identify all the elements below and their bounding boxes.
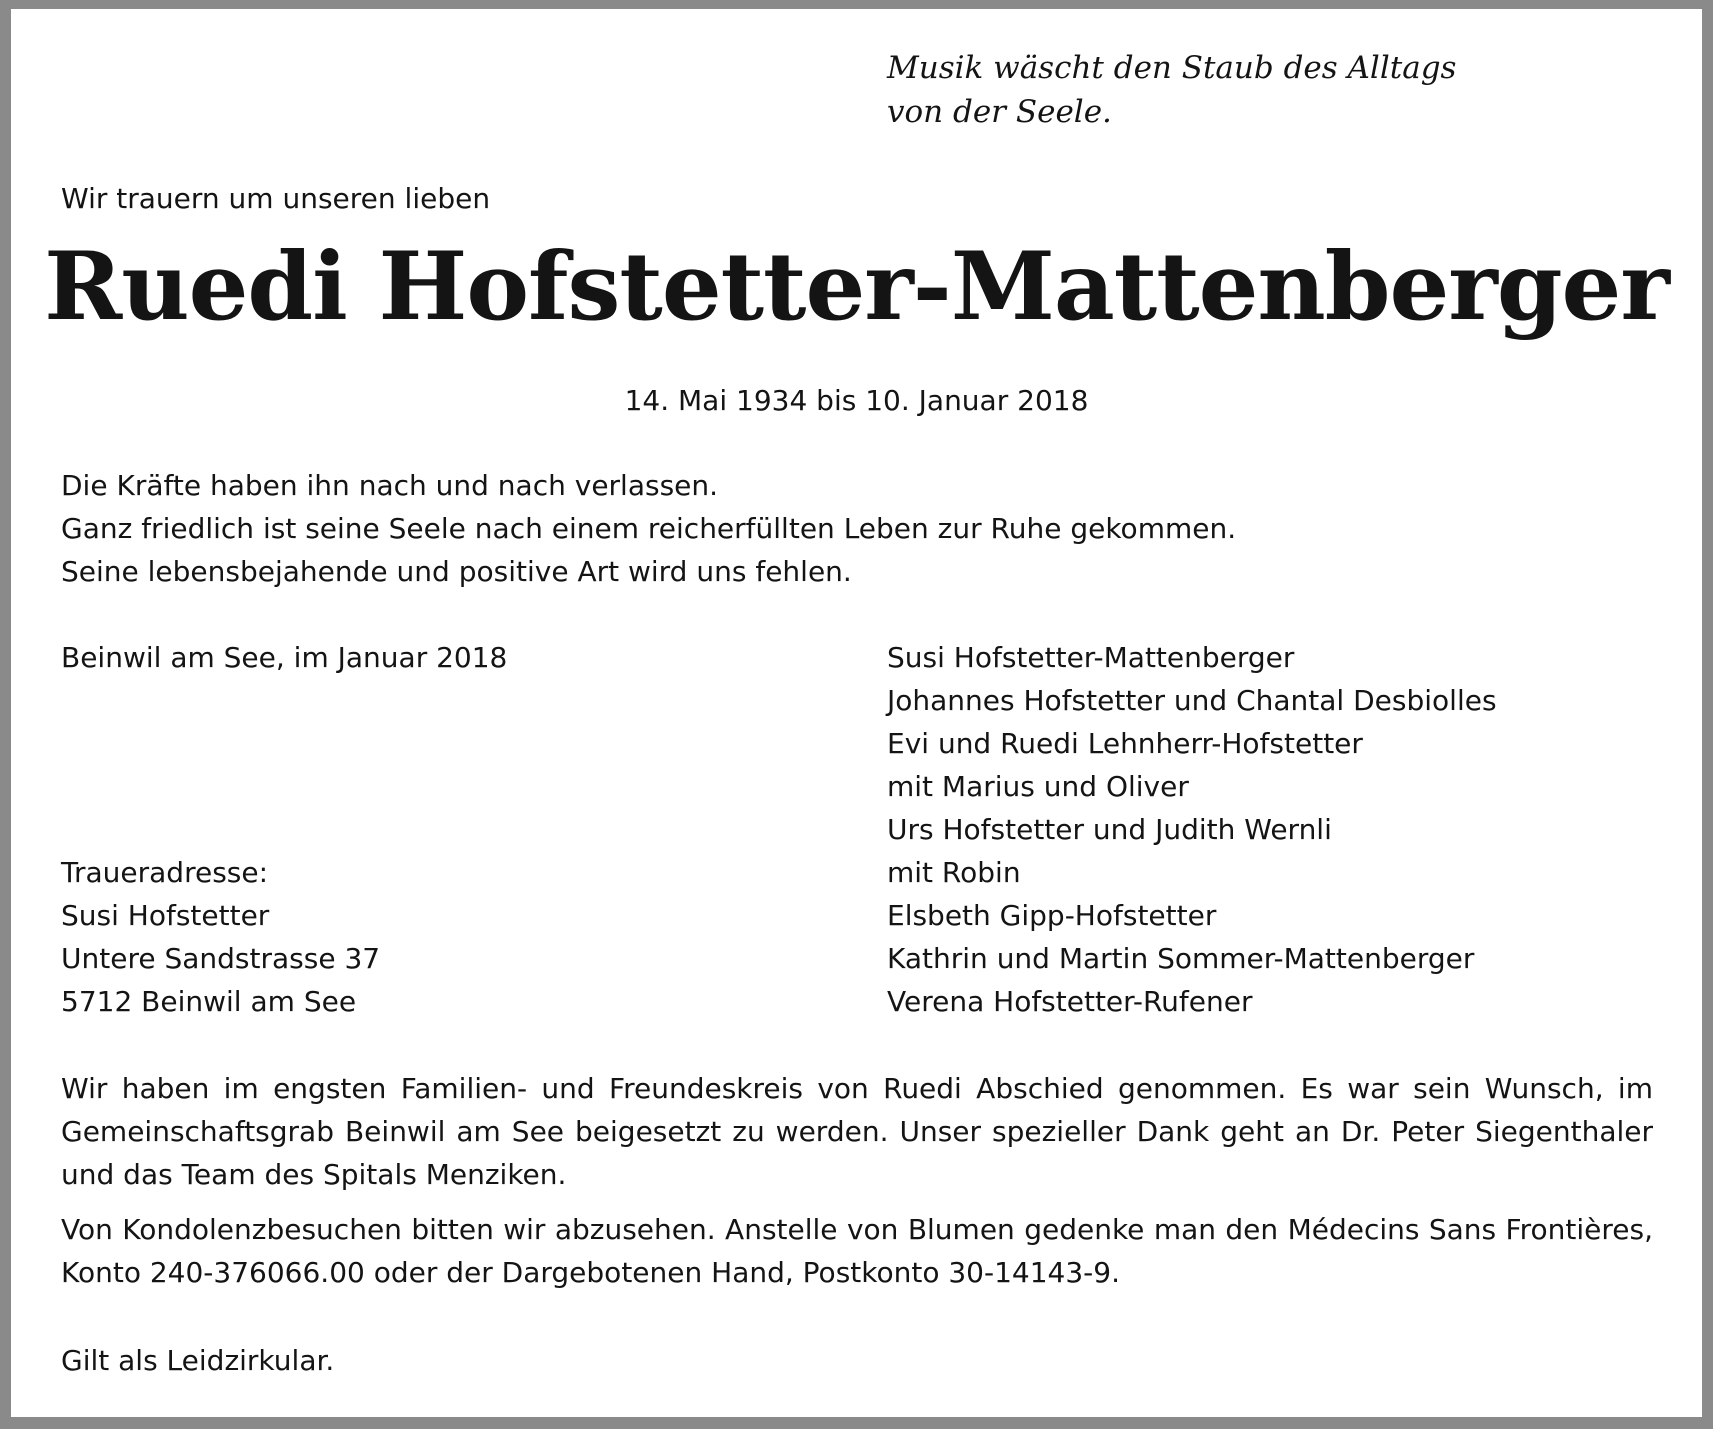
- message-line: Die Kräfte haben ihn nach und nach verlassen.: [61, 469, 719, 502]
- deceased-name: Ruedi Hofstetter-Mattenberger: [44, 232, 1669, 342]
- intro-text: Wir trauern um unseren lieben: [61, 182, 491, 215]
- farewell-paragraph: Wir haben im engsten Familien- und Freundeskreis von Ruedi Abschied genommen. Es war sein Wunsch, im Gemeinschaftsgrab Beinwil am See beigesetzt zu werden. Unser spezieller Dank geht an Dr. Peter Siegenthaler und das Team des Spitals Menziken.: [61, 1072, 1653, 1191]
- family-list: [887, 636, 1497, 1023]
- address-label: Traueradresse:: [61, 856, 269, 889]
- family-member: Evi und Ruedi Lehnherr-Hofstetter: [887, 727, 1363, 760]
- life-dates: 14. Mai 1934 bis 10. Januar 2018: [624, 384, 1089, 417]
- address-name: Susi Hofstetter: [61, 899, 270, 932]
- address-street: Untere Sandstrasse 37: [61, 942, 381, 975]
- donation-paragraph: Von Kondolenzbesuchen bitten wir abzusehen. Anstelle von Blumen gedenke man den Médecins Sans Frontières, Konto 240-376066.00 oder der Dargebotenen Hand, Postkonto 30-14143-9.: [61, 1213, 1653, 1289]
- family-member: Elsbeth Gipp-Hofstetter: [887, 899, 1217, 932]
- message-line: Seine lebensbejahende und positive Art wird uns fehlen.: [61, 555, 852, 588]
- address-city: 5712 Beinwil am See: [61, 985, 357, 1018]
- mourning-address: [61, 851, 380, 1023]
- family-member: mit Robin: [887, 856, 1021, 889]
- family-member: Verena Hofstetter-Rufener: [887, 985, 1253, 1018]
- family-member: Johannes Hofstetter und Chantal Desbiolles: [887, 684, 1497, 717]
- motto-line: Musik wäscht den Staub des Alltags: [887, 50, 1457, 86]
- message-line: Ganz friedlich ist seine Seele nach einem reicherfüllten Leben zur Ruhe gekommen.: [61, 512, 1237, 545]
- family-member: Urs Hofstetter und Judith Wernli: [887, 813, 1332, 846]
- motto-line: von der Seele.: [887, 94, 1112, 130]
- family-member: Susi Hofstetter-Mattenberger: [887, 641, 1295, 674]
- family-member: mit Marius und Oliver: [887, 770, 1189, 803]
- place-date: Beinwil am See, im Januar 2018: [61, 641, 508, 674]
- condolence-message: [61, 464, 1236, 593]
- motto: [887, 46, 1456, 134]
- family-member: Kathrin und Martin Sommer-Mattenberger: [887, 942, 1475, 975]
- closing-note: Gilt als Leidzirkular.: [61, 1344, 335, 1377]
